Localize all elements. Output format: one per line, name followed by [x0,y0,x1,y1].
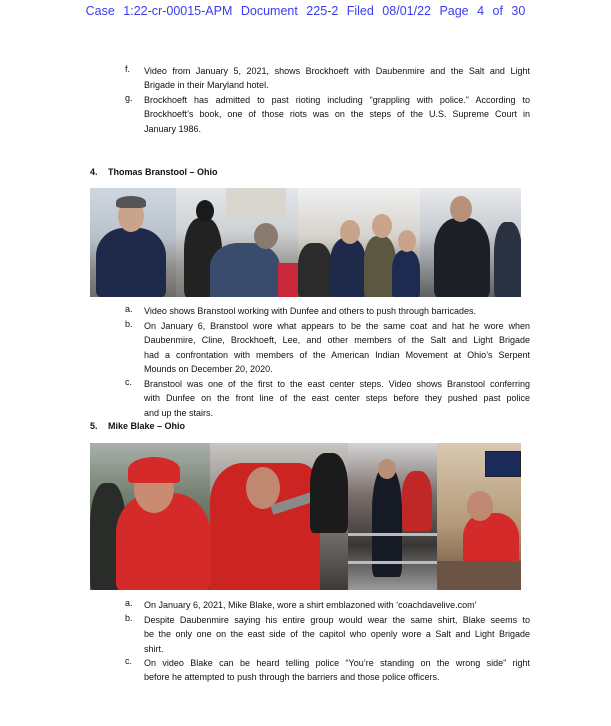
item-line: be the only one on the east side of the capitol who openly wore a Salt and Light Brigade [144,629,530,640]
item-label: g. [125,93,133,103]
item-label: c. [125,656,133,666]
section-title: Thomas Branstool – Ohio [108,167,218,177]
photo-blake-2 [210,443,348,590]
item-line: Video shows Branstool working with Dunfee and others to push through barricades. [144,306,477,316]
section5-item [125,613,530,656]
photo-branstool-4 [420,188,521,297]
photo-branstool-3 [298,188,420,297]
section-heading-branstool [90,167,218,177]
item-line: shirt. [144,643,164,654]
section-heading-blake [90,421,185,431]
photo-branstool-1 [90,188,176,297]
item-line: January 1986. [144,123,202,134]
item-line: On January 6, Branstool wore what appears to be the same coat and hat he wore when [144,321,530,331]
photo-blake-4 [437,443,521,590]
section4-item [125,377,530,420]
section-number: 5. [90,421,98,431]
item-line: and up the stairs. [144,407,214,418]
item-label: b. [125,319,133,329]
item-line: On January 6, 2021, Mike Blake, wore a shirt emblazoned with ‘coachdavelive.com’ [144,600,477,610]
item-label: f. [125,64,131,74]
section4-item [125,304,530,318]
item-line: Mounds on December 20, 2020. [144,364,273,375]
item-line: had a confrontation with members of the American Indian Movement at Ohio’s Serpent [144,349,530,360]
item-line: Daubenmire, Cline, Brockhoeft, Lee, and other members of the Salt and Light Brigade [144,335,530,346]
item-line: with Dunfee on the front line of the east center steps before they pushed past police [144,393,530,404]
item-line: Brockhoeft has admitted to past rioting including “grappling with police.” According to [144,95,530,105]
item-label: b. [125,613,133,623]
item-line: On video Blake can be heard telling police “You’re standing on the wrong side” right [144,658,530,668]
section-title: Mike Blake – Ohio [108,421,186,431]
photo-branstool-2 [176,188,298,297]
section3-item [125,64,530,93]
item-line: Brigade in their Maryland hotel. [144,80,269,91]
item-label: a. [125,598,133,608]
section5-item [125,598,530,612]
section-number: 4. [90,167,98,177]
section3-item [125,93,530,136]
item-line: Despite Daubenmire saying his entire group would wear the same shirt, Blake seems to [144,615,530,625]
section5-item [125,656,530,685]
item-label: a. [125,304,133,314]
photo-blake-3 [348,443,437,590]
item-line: before he attempted to push through the barriers and those police officers. [144,672,440,683]
item-line: Video from January 5, 2021, shows Brockhoeft with Daubenmire and the Salt and Light [144,66,530,76]
item-line: Branstool was one of the first to the east center steps. Video shows Branstool conferring [144,379,530,389]
item-line: Brockhoeft’s book, one of those riots was on the steps of the U.S. Supreme Court in [144,109,530,120]
section4-item [125,319,530,377]
item-label: c. [125,377,133,387]
photo-blake-1 [90,443,210,590]
case-header: Case 1:22-cr-00015-APM Document 225-2 Filed 08/01/22 Page 4 of 30 [85,4,526,18]
